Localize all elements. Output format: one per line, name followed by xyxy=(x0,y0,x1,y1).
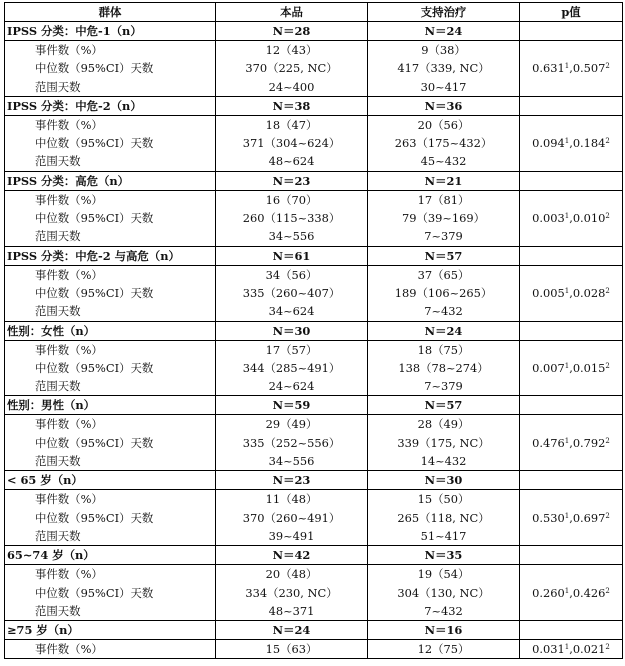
p-value-cell: 0.530$^1$,0.697$^2$ xyxy=(520,490,623,546)
row-label-range: 范围天数 xyxy=(35,528,81,543)
support-median-value: 189（106~265） xyxy=(394,285,493,300)
drug-median-value: 371（304~624） xyxy=(242,136,341,151)
row-label-median: 中位数（95%CI）天数 xyxy=(35,510,154,525)
row-label-range: 范围天数 xyxy=(35,229,81,244)
support-range-value: 7~379 xyxy=(424,229,463,244)
support-values-cell xyxy=(368,415,520,471)
drug-values-cell xyxy=(216,41,368,97)
row-label-range: 范围天数 xyxy=(35,379,81,394)
p-value-1: 0.003 xyxy=(532,211,565,226)
p-value-cell: 0.094$^1$,0.184$^2$ xyxy=(520,115,623,171)
group-n-drug: N＝38 xyxy=(216,96,368,115)
p-value-2: 0.792 xyxy=(572,435,606,450)
p-value-2-footnote: 2 xyxy=(605,511,610,520)
row-label-events: 事件数（%） xyxy=(35,43,103,57)
p-value-2: 0.507 xyxy=(572,61,606,76)
group-p-empty xyxy=(520,396,623,415)
group-p-empty xyxy=(520,246,623,265)
drug-values-cell xyxy=(216,190,368,246)
drug-median-value: 370（260~491） xyxy=(242,510,341,525)
group-title: < 65 岁（n） xyxy=(5,471,216,490)
group-p-empty xyxy=(520,171,623,190)
group-data-row xyxy=(5,640,623,659)
group-data-row xyxy=(5,190,623,246)
row-label-median: 中位数（95%CI）天数 xyxy=(35,585,154,600)
drug-median-value: 335（252~556） xyxy=(242,435,341,450)
drug-median-value: 370（225, NC） xyxy=(245,61,338,76)
support-median-value: 263（175~432） xyxy=(394,136,493,151)
row-label-range: 范围天数 xyxy=(35,603,81,618)
p-value-2-footnote: 2 xyxy=(605,586,610,595)
group-p-empty xyxy=(520,546,623,565)
support-values-cell xyxy=(368,190,520,246)
row-labels-cell xyxy=(5,265,216,321)
row-labels-cell xyxy=(5,340,216,396)
row-label-range: 范围天数 xyxy=(35,304,81,319)
drug-values-cell xyxy=(216,565,368,621)
drug-range-value: 34~624 xyxy=(268,304,315,319)
header-group: 群体 xyxy=(5,3,216,22)
group-n-support: N＝57 xyxy=(368,246,520,265)
header-p-value: p值 xyxy=(520,3,623,22)
drug-values-cell xyxy=(216,340,368,396)
drug-range-value: 48~371 xyxy=(268,603,315,618)
p-value-1: 0.476 xyxy=(532,435,565,450)
group-header-row xyxy=(5,471,623,490)
drug-events-value: 17（57） xyxy=(265,342,318,357)
drug-events-value: 29（49） xyxy=(265,417,318,432)
drug-events-value: 18（47） xyxy=(265,117,318,132)
p-value-1: 0.031 xyxy=(532,642,565,657)
drug-range-value: 24~624 xyxy=(268,379,315,394)
group-header-row xyxy=(5,22,623,41)
group-n-support: N＝36 xyxy=(368,96,520,115)
p-value-1: 0.530 xyxy=(532,510,565,525)
row-label-events: 事件数（%） xyxy=(35,417,103,432)
p-value-1: 0.260 xyxy=(532,585,565,600)
support-values-cell xyxy=(368,41,520,97)
row-labels-cell xyxy=(5,190,216,246)
group-data-row xyxy=(5,41,623,97)
group-n-support: N＝35 xyxy=(368,546,520,565)
support-range-value: 14~432 xyxy=(420,454,467,469)
p-value-cell: 0.007$^1$,0.015$^2$ xyxy=(520,340,623,396)
row-label-events: 事件数（%） xyxy=(35,567,103,582)
group-n-drug: N＝28 xyxy=(216,22,368,41)
support-range-value: 7~379 xyxy=(424,379,463,394)
p-value-1: 0.007 xyxy=(532,361,565,375)
group-header-row xyxy=(5,396,623,415)
group-n-support: N＝24 xyxy=(368,22,520,41)
drug-values-cell xyxy=(216,415,368,471)
group-n-drug: N＝59 xyxy=(216,396,368,415)
p-value-2-footnote: 2 xyxy=(605,62,610,71)
support-range-value: 7~432 xyxy=(424,304,463,319)
p-value-1-footnote: 1 xyxy=(564,362,570,370)
group-n-support: N＝57 xyxy=(368,396,520,415)
p-value-cell: 0.631$^1$,0.507$^2$ xyxy=(520,41,623,97)
p-value-cell: 0.005$^1$,0.028$^2$ xyxy=(520,265,623,321)
group-title: 65~74 岁（n） xyxy=(5,546,216,565)
support-values-cell xyxy=(368,490,520,546)
drug-values-cell xyxy=(216,265,368,321)
p-value-cell: 0.003$^1$,0.010$^2$ xyxy=(520,190,623,246)
group-title: 性别：女性（n） xyxy=(5,321,216,340)
group-n-drug: N＝42 xyxy=(216,546,368,565)
drug-median-value: 260（115~338） xyxy=(242,211,341,226)
row-label-range: 范围天数 xyxy=(35,79,81,94)
drug-range-value: 39~491 xyxy=(268,528,315,543)
row-label-events: 事件数（%） xyxy=(35,342,103,357)
row-labels-cell xyxy=(5,115,216,171)
group-data-row xyxy=(5,490,623,546)
support-events-value: 20（56） xyxy=(417,117,470,132)
drug-events-value: 20（48） xyxy=(265,567,318,582)
row-labels-cell xyxy=(5,415,216,471)
p-value-2-footnote: 2 xyxy=(605,436,610,445)
group-title: IPSS 分类：高危（n） xyxy=(5,171,216,190)
p-value-2: 0.184 xyxy=(572,136,606,151)
group-title: ≥75 岁（n） xyxy=(5,621,216,640)
support-range-value: 30~417 xyxy=(420,79,467,94)
header-support: 支持治疗 xyxy=(368,3,520,22)
group-n-support: N＝16 xyxy=(368,621,520,640)
support-median-value: 417（339, NC） xyxy=(397,61,490,76)
row-label-events: 事件数（%） xyxy=(35,192,103,207)
group-header-row xyxy=(5,246,623,265)
drug-median-value: 335（260~407） xyxy=(242,285,341,300)
p-value-1-footnote: 1 xyxy=(564,511,570,520)
group-p-empty xyxy=(520,22,623,41)
header-row xyxy=(5,3,623,22)
drug-values-cell xyxy=(216,490,368,546)
table-body xyxy=(5,22,623,659)
row-label-range: 范围天数 xyxy=(35,454,81,469)
group-header-row xyxy=(5,621,623,640)
group-header-row xyxy=(5,546,623,565)
p-value-2-footnote: 2 xyxy=(605,137,610,146)
group-title: IPSS 分类：中危-2 与高危（n） xyxy=(5,246,216,265)
row-labels-cell xyxy=(5,565,216,621)
support-values-cell xyxy=(368,640,520,659)
group-data-row xyxy=(5,265,623,321)
support-values-cell xyxy=(368,265,520,321)
support-events-value: 28（49） xyxy=(417,417,470,432)
group-p-empty xyxy=(520,471,623,490)
group-header-row xyxy=(5,171,623,190)
group-n-drug: N＝23 xyxy=(216,471,368,490)
p-value-1-footnote: 1 xyxy=(564,586,570,595)
p-value-1-footnote: 1 xyxy=(564,436,570,445)
row-label-median: 中位数（95%CI）天数 xyxy=(35,285,154,300)
row-label-events: 事件数（%） xyxy=(35,492,103,507)
group-title: IPSS 分类：中危-2（n） xyxy=(5,96,216,115)
group-data-row xyxy=(5,565,623,621)
group-n-drug: N＝23 xyxy=(216,171,368,190)
p-value-2-footnote: 2 xyxy=(605,212,610,221)
row-label-events: 事件数（%） xyxy=(35,117,103,132)
support-events-value: 9（38） xyxy=(421,43,466,57)
p-value-1-footnote: 1 xyxy=(564,137,570,146)
group-n-drug: N＝24 xyxy=(216,621,368,640)
drug-range-value: 34~556 xyxy=(268,454,315,469)
group-header-row xyxy=(5,96,623,115)
group-n-drug: N＝61 xyxy=(216,246,368,265)
p-value-cell: 0.476$^1$,0.792$^2$ xyxy=(520,415,623,471)
p-value-2: 0.697 xyxy=(572,510,606,525)
group-data-row xyxy=(5,115,623,171)
group-p-empty xyxy=(520,621,623,640)
group-p-empty xyxy=(520,96,623,115)
p-value-cell: 0.260$^1$,0.426$^2$ xyxy=(520,565,623,621)
p-value-2-footnote: 2 xyxy=(605,362,610,370)
group-p-empty xyxy=(520,321,623,340)
group-data-row xyxy=(5,340,623,396)
drug-median-value: 334（230, NC） xyxy=(245,585,338,600)
support-range-value: 45~432 xyxy=(420,154,467,169)
group-header-row xyxy=(5,321,623,340)
group-n-support: N＝24 xyxy=(368,321,520,340)
support-median-value: 265（118, NC） xyxy=(397,510,490,525)
p-value-1-footnote: 1 xyxy=(564,212,570,221)
p-value-1: 0.005 xyxy=(532,286,565,301)
support-median-value: 339（175, NC） xyxy=(397,435,490,450)
drug-values-cell xyxy=(216,115,368,171)
group-n-support: N＝30 xyxy=(368,471,520,490)
group-n-drug: N＝30 xyxy=(216,321,368,340)
row-labels-cell xyxy=(5,640,216,659)
row-label-median: 中位数（95%CI）天数 xyxy=(35,211,154,226)
p-value-2: 0.021 xyxy=(572,642,606,657)
support-range-value: 51~417 xyxy=(420,528,467,543)
drug-median-value: 344（285~491） xyxy=(242,360,341,375)
support-values-cell xyxy=(368,565,520,621)
p-value-1: 0.631 xyxy=(532,61,565,76)
p-value-2: 0.426 xyxy=(572,585,606,600)
row-label-median: 中位数（95%CI）天数 xyxy=(35,136,154,151)
support-median-value: 138（78~274） xyxy=(398,360,489,375)
drug-events-value: 16（70） xyxy=(265,192,318,207)
support-range-value: 7~432 xyxy=(424,603,463,618)
p-value-2-footnote: 2 xyxy=(605,287,610,296)
support-median-value: 79（39~169） xyxy=(401,211,486,226)
p-value-2: 0.028 xyxy=(572,286,606,301)
p-value-1: 0.094 xyxy=(532,136,565,151)
drug-events-value: 12（43） xyxy=(265,43,318,57)
row-labels-cell xyxy=(5,41,216,97)
support-events-value: 17（81） xyxy=(417,192,470,207)
support-events-value: 37（65） xyxy=(417,267,470,282)
row-label-events: 事件数（%） xyxy=(35,642,103,657)
row-label-median: 中位数（95%CI）天数 xyxy=(35,360,154,375)
group-title: IPSS 分类：中危-1（n） xyxy=(5,22,216,41)
group-title: 性别：男性（n） xyxy=(5,396,216,415)
drug-values-cell xyxy=(216,640,368,659)
header-drug: 本品 xyxy=(216,3,368,22)
p-value-1-footnote: 1 xyxy=(564,643,570,652)
drug-events-value: 15（63） xyxy=(265,642,318,657)
row-label-median: 中位数（95%CI）天数 xyxy=(35,435,154,450)
support-events-value: 15（50） xyxy=(417,492,470,507)
support-values-cell xyxy=(368,340,520,396)
row-labels-cell xyxy=(5,490,216,546)
drug-range-value: 34~556 xyxy=(268,229,315,244)
p-value-cell: 0.031$^1$,0.021$^2$ xyxy=(520,640,623,659)
group-n-support: N＝21 xyxy=(368,171,520,190)
p-value-1-footnote: 1 xyxy=(564,287,570,296)
p-value-1-footnote: 1 xyxy=(564,62,570,71)
drug-range-value: 48~624 xyxy=(268,154,315,169)
drug-events-value: 34（56） xyxy=(265,267,318,282)
row-label-events: 事件数（%） xyxy=(35,267,103,282)
p-value-2: 0.015 xyxy=(572,361,606,375)
drug-range-value: 24~400 xyxy=(268,79,315,94)
row-label-range: 范围天数 xyxy=(35,154,81,169)
support-events-value: 19（54） xyxy=(417,567,470,582)
drug-events-value: 11（48） xyxy=(265,492,318,507)
p-value-2: 0.010 xyxy=(572,211,606,226)
support-values-cell xyxy=(368,115,520,171)
subgroup-analysis-table xyxy=(4,2,623,659)
p-value-2-footnote: 2 xyxy=(605,643,610,652)
support-events-value: 18（75） xyxy=(417,342,470,357)
support-median-value: 304（130, NC） xyxy=(397,585,490,600)
group-data-row xyxy=(5,415,623,471)
support-events-value: 12（75） xyxy=(417,642,470,657)
row-label-median: 中位数（95%CI）天数 xyxy=(35,61,154,76)
